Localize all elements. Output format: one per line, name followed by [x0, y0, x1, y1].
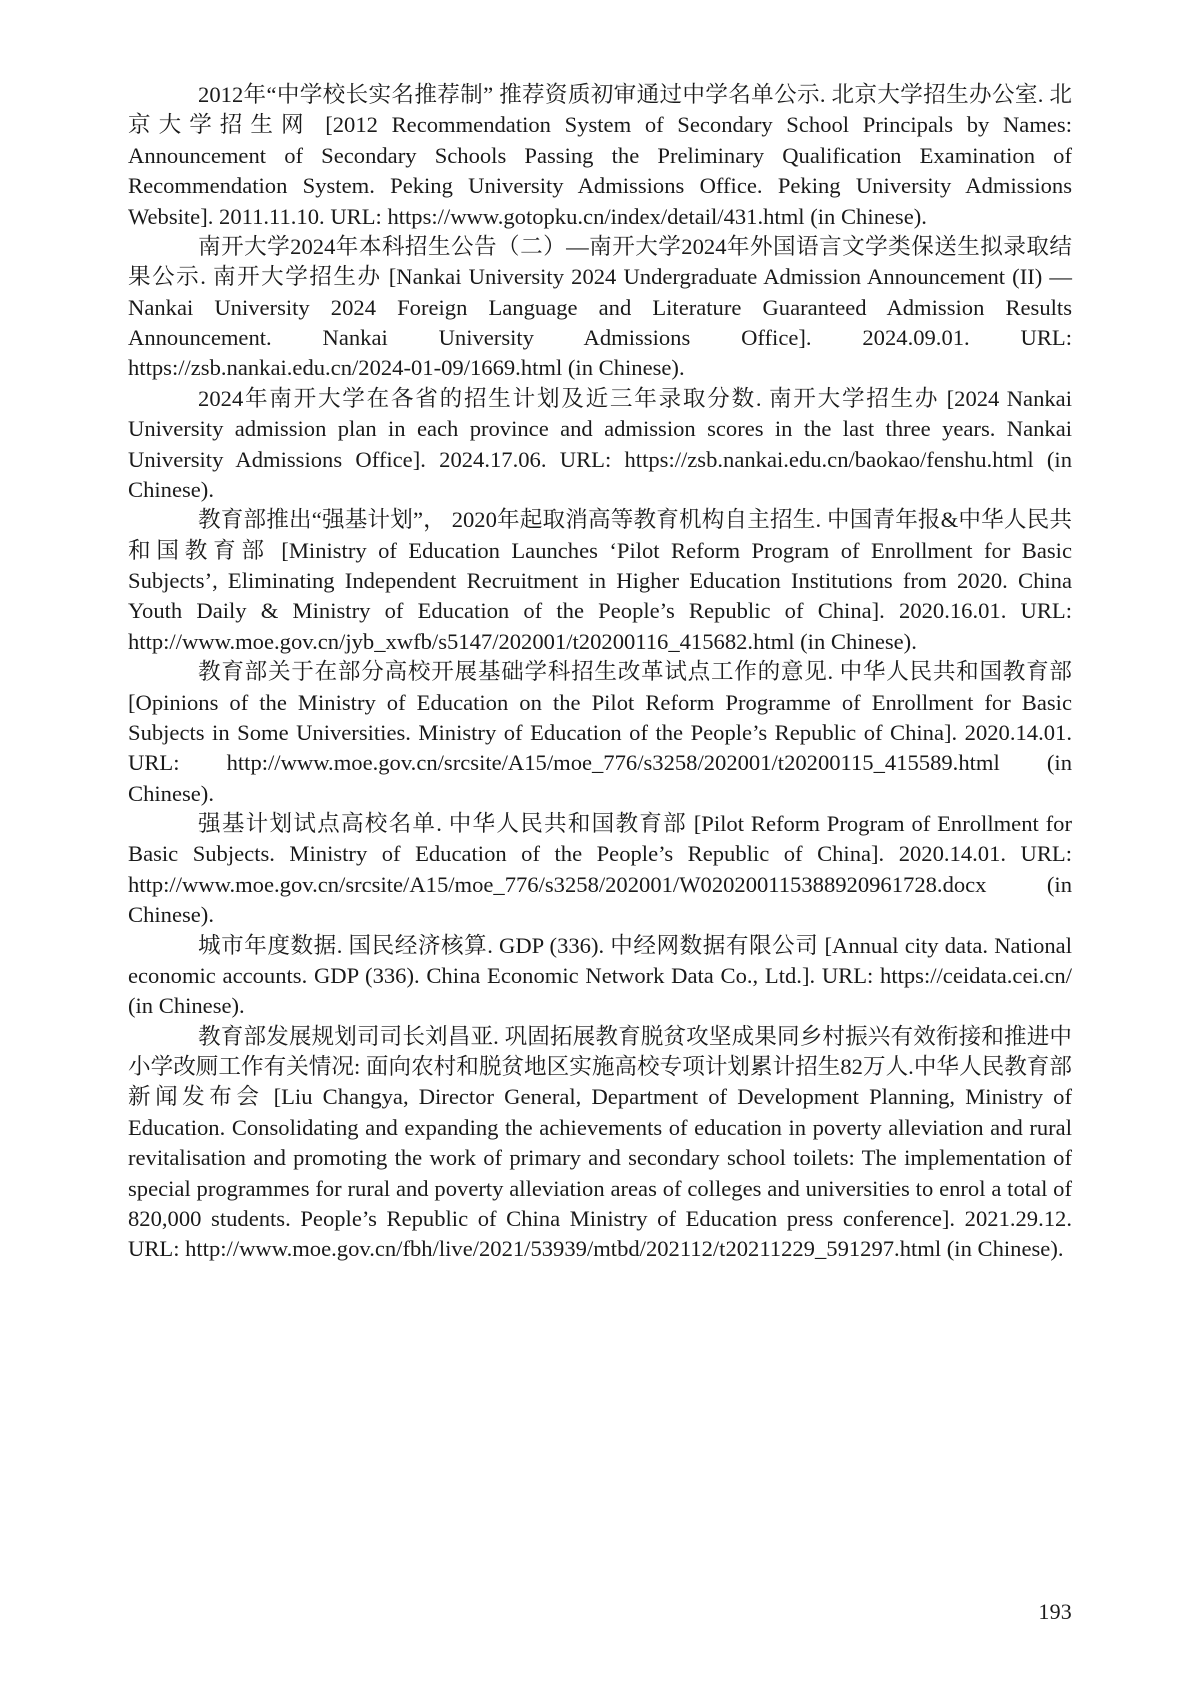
reference-item: 教育部发展规划司司长刘昌亚. 巩固拓展教育脱贫攻坚成果同乡村振兴有效衔接和推进中小学改厕工作有关情况: 面向农村和脱贫地区实施高校专项计划累计招生82万人.中华人民教育部新闻发布会 [Liu Changya, Director General, Department of Development Planning, Ministry of Education. Consolidating and expanding the achievements of education in poverty alleviation and rural revitalisation and promoting the work of primary and secondary school toilets: The implementation of special programmes for rural and poverty alleviation areas of colleges and universities to enrol a total of 820,000 students. People’s Republic of China Ministry of Education press conference]. 2021.29.12. URL: http://www.moe.gov.cn/fbh/live/2021/53939/mtbd/202112/t20211229_591297.html (in Chinese). — [128, 1023, 1072, 1262]
reference-item: 强基计划试点高校名单. 中华人民共和国教育部 [Pilot Reform Program of Enrollment for Basic Subjects. Ministry of Education of the People’s Republic of China]. 2020.14.01. URL: http://www.moe.gov.cn/srcsite/A15/moe_776/s3258/202001/W020200115388920961728.docx (in Chinese). — [128, 811, 1072, 928]
reference-item: 2012年“中学校长实名推荐制” 推荐资质初审通过中学名单公示. 北京大学招生办公室. 北京大学招生网 [2012 Recommendation System of Secondary School Principals by Names: Announcement of Secondary Schools Passing the Preliminary Qualification Examination of Recommendation System. Peking University Admissions Office. Peking University Admissions Website]. 2011.11.10. URL: https://www.gotopku.cn/index/detail/431.html (in Chinese). — [128, 82, 1072, 229]
reference-item: 2024年南开大学在各省的招生计划及近三年录取分数. 南开大学招生办 [2024 Nankai University admission plan in each province and admission scores in the last three years. Nankai University Admissions Office]. 2024.17.06. URL: https://zsb.nankai.edu.cn/baokao/fenshu.html (in Chinese). — [128, 385, 1072, 502]
reference-item: 教育部关于在部分高校开展基础学科招生改革试点工作的意见. 中华人民共和国教育部 [Opinions of the Ministry of Education on the Pilot Reform Programme of Enrollment for Basic Subjects in Some Universities. Ministry of Education of the People’s Republic of China]. 2020.14.01. URL: http://www.moe.gov.cn/srcsite/A15/moe_776/s3258/202001/t20200115_415589.html (in Chinese). — [128, 659, 1072, 806]
reference-item: 城市年度数据. 国民经济核算. GDP (336). 中经网数据有限公司 [Annual city data. National economic accounts. GDP (336). China Economic Network Data Co., Ltd.]. URL: https://ceidata.cei.cn/ (in Chinese). — [128, 932, 1072, 1019]
reference-item: 教育部推出“强基计划”， 2020年起取消高等教育机构自主招生. 中国青年报&中华人民共和国教育部 [Ministry of Education Launches ‘Pilot Reform Program of Enrollment for Basic Subjects’, Eliminating Independent Recruitment in Higher Education Institutions from 2020. China Youth Daily & Ministry of Education of the People’s Republic of China]. 2020.16.01. URL: http://www.moe.gov.cn/jyb_xwfb/s5147/202001/t20200116_415682.html (in Chinese). — [128, 507, 1072, 654]
reference-list — [128, 80, 1072, 1265]
reference-item: 南开大学2024年本科招生公告（二）—南开大学2024年外国语言文学类保送生拟录取结果公示. 南开大学招生办 [Nankai University 2024 Undergraduate Admission Announcement (II) — Nankai University 2024 Foreign Language and Literature Guaranteed Admission Results Announcement. Nankai University Admissions Office]. 2024.09.01. URL: https://zsb.nankai.edu.cn/2024-01-09/1669.html (in Chinese). — [128, 233, 1072, 381]
page-number: 193 — [1038, 1599, 1072, 1624]
